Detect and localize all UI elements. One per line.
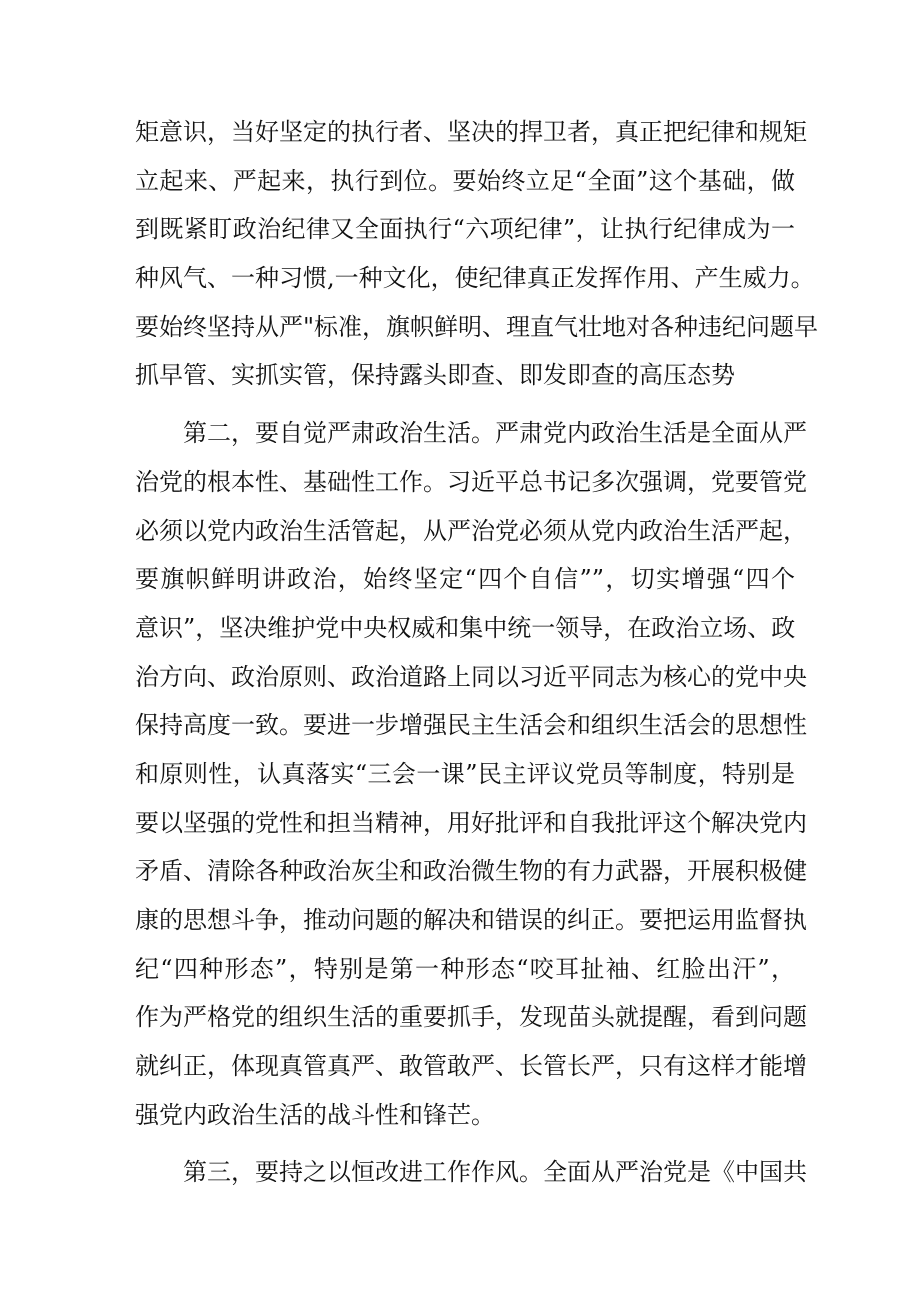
text-line: 抓早管、实抓实管，保持露头即查、即发即查的高压态势 [135, 361, 735, 390]
text-line: 到既紧盯政治纪律又全面执行“六项纪律”，让执行纪律成为一 [135, 215, 795, 244]
paragraph-2 [135, 409, 807, 1139]
text-line: 第三，要持之以恒改进工作作风。全面从严治党是《中国共 [183, 1158, 807, 1187]
text-line: 矛盾、清除各种政治灰尘和政治微生物的有力武器，开展积极健 [135, 857, 807, 886]
text-line: 要以坚强的党性和担当精神，用好批评和自我批评这个解决党内 [135, 808, 807, 837]
text-line: 治方向、政治原则、政治道路上同以习近平同志为核心的党中央 [135, 662, 807, 691]
text-line: 纪“四种形态”，特别是第一种形态“咬耳扯袖、红脸出汗”， [135, 954, 795, 983]
text-line: 第二，要自觉严肃政治生活。严肃党内政治生活是全面从严 [183, 419, 807, 448]
body-text [135, 108, 819, 1197]
text-line: 意识”，坚决维护党中央权威和集中统一领导，在政治立场、政 [135, 613, 796, 642]
text-line: 要始终坚持从严"标准，旗帜鲜明、理直气壮地对各种违纪问题早 [135, 312, 819, 341]
text-line: 康的思想斗争，推动问题的解决和错误的纠正。要把运用监督执 [135, 906, 807, 934]
text-line: 保持高度一致。要进一步增强民主生活会和组织生活会的思想性 [135, 711, 807, 740]
paragraph-spacer [135, 1139, 795, 1148]
paragraph-spacer [135, 400, 795, 409]
paragraph-3 [135, 1148, 807, 1197]
text-line: 和原则性，认真落实“三会一课”民主评议党员等制度，特别是 [135, 759, 795, 788]
text-line: 立起来、严起来，执行到位。要始终立足“全面”这个基础，做 [135, 166, 795, 195]
text-line: 种风气、一种习惯,一种文化，使纪律真正发挥作用、产生威力。 [135, 264, 815, 293]
text-line: 治党的根本性、基础性工作。习近平总书记多次强调，党要管党 [135, 467, 807, 496]
text-line: 矩意识，当好坚定的执行者、坚决的捍卫者，真正把纪律和规矩 [135, 118, 807, 146]
text-line: 必须以党内政治生活管起，从严治党必须从党内政治生活严起， [135, 516, 807, 545]
text-line: 要旗帜鲜明讲政治，始终坚定“四个自信””，切实增强“四个 [135, 565, 795, 594]
text-line: 强党内政治生活的战斗性和锋芒。 [135, 1100, 495, 1129]
paragraph-1 [135, 108, 819, 400]
text-line: 作为严格党的组织生活的重要抓手，发现苗头就提醒，看到问题 [135, 1003, 807, 1032]
text-line: 就纠正，体现真管真严、敢管敢严、长管长严，只有这样才能增 [135, 1052, 807, 1081]
